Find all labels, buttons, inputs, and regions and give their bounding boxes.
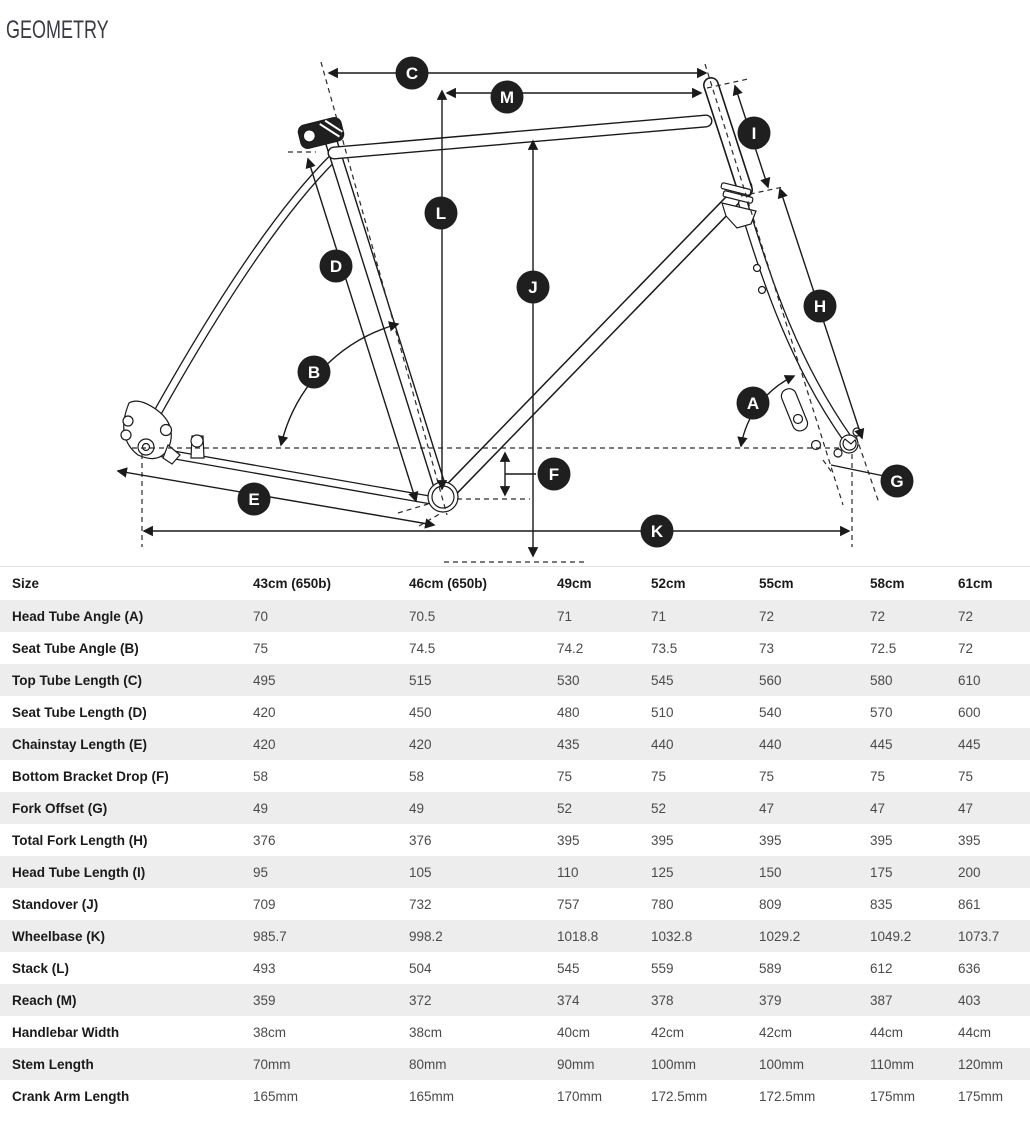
table-cell: 395 bbox=[958, 832, 981, 848]
table-cell: 395 bbox=[651, 832, 674, 848]
column-header: 46cm (650b) bbox=[409, 567, 557, 601]
table-cell: 998.2 bbox=[409, 928, 443, 944]
table-cell: 44cm bbox=[958, 1024, 992, 1040]
table-cell: 495 bbox=[253, 672, 276, 688]
table-cell: 580 bbox=[870, 672, 893, 688]
svg-text:M: M bbox=[499, 88, 515, 107]
row-label: Chainstay Length (E) bbox=[12, 736, 148, 752]
diagram-label-c bbox=[396, 57, 429, 90]
table-cell: 75 bbox=[651, 768, 667, 784]
dim-seat-angle-B bbox=[281, 324, 398, 445]
table-cell: 387 bbox=[870, 992, 893, 1008]
table-row bbox=[0, 600, 1030, 632]
headset-and-crown bbox=[721, 182, 756, 228]
table-cell: 515 bbox=[409, 672, 432, 688]
table-cell: 42cm bbox=[651, 1024, 685, 1040]
chainstay-eyelet bbox=[191, 435, 204, 458]
column-header: 58cm bbox=[870, 567, 958, 601]
table-cell: 376 bbox=[409, 832, 432, 848]
table-cell: 70.5 bbox=[409, 608, 436, 624]
table-cell: 420 bbox=[409, 736, 432, 752]
svg-text:H: H bbox=[813, 297, 827, 316]
row-label: Head Tube Length (I) bbox=[12, 864, 146, 880]
table-header bbox=[0, 567, 1030, 601]
column-header: 61cm bbox=[958, 567, 1030, 601]
table-cell: 75 bbox=[958, 768, 974, 784]
table-row bbox=[0, 632, 1030, 664]
row-label: Total Fork Length (H) bbox=[12, 832, 148, 848]
row-label: Stack (L) bbox=[12, 960, 70, 976]
column-header: 52cm bbox=[651, 567, 759, 601]
row-label: Bottom Bracket Drop (F) bbox=[12, 768, 169, 784]
rack-eyelet bbox=[123, 416, 133, 426]
diagram-label-a bbox=[737, 387, 770, 420]
row-label: Crank Arm Length bbox=[12, 1088, 130, 1104]
table-cell: 72.5 bbox=[870, 640, 897, 656]
table-cell: 450 bbox=[409, 704, 432, 720]
table-cell: 395 bbox=[870, 832, 893, 848]
table-row bbox=[0, 792, 1030, 824]
table-cell: 1029.2 bbox=[759, 928, 801, 944]
table-cell: 610 bbox=[958, 672, 981, 688]
table-cell: 530 bbox=[557, 672, 580, 688]
table-cell: 359 bbox=[253, 992, 276, 1008]
table-cell: 38cm bbox=[253, 1024, 287, 1040]
row-label: Wheelbase (K) bbox=[12, 928, 106, 944]
table-cell: 480 bbox=[557, 704, 580, 720]
table-cell: 493 bbox=[253, 960, 276, 976]
table-cell: 44cm bbox=[870, 1024, 904, 1040]
table-cell: 172.5mm bbox=[651, 1088, 708, 1104]
table-cell: 49 bbox=[409, 800, 425, 816]
table-row bbox=[0, 728, 1030, 760]
geometry-table bbox=[0, 566, 1030, 1112]
diagram-label-f bbox=[538, 458, 571, 491]
table-cell: 172.5mm bbox=[759, 1088, 816, 1104]
table-cell: 58 bbox=[409, 768, 425, 784]
table-cell: 435 bbox=[557, 736, 580, 752]
table-cell: 395 bbox=[557, 832, 580, 848]
table-cell: 75 bbox=[870, 768, 886, 784]
table-cell: 125 bbox=[651, 864, 674, 880]
svg-text:L: L bbox=[435, 204, 447, 223]
svg-text:B: B bbox=[307, 363, 321, 382]
table-cell: 80mm bbox=[409, 1056, 447, 1072]
table-cell: 170mm bbox=[557, 1088, 603, 1104]
table-cell: 200 bbox=[958, 864, 981, 880]
diagram-label-i bbox=[738, 117, 771, 150]
dimension-lines bbox=[118, 73, 889, 556]
table-row bbox=[0, 952, 1030, 984]
table-cell: 378 bbox=[651, 992, 674, 1008]
table-cell: 73.5 bbox=[651, 640, 678, 656]
table-cell: 100mm bbox=[759, 1056, 805, 1072]
table-cell: 110 bbox=[557, 864, 579, 880]
table-cell: 40cm bbox=[557, 1024, 591, 1040]
table-cell: 175mm bbox=[958, 1088, 1004, 1104]
svg-text:J: J bbox=[528, 278, 538, 297]
table-cell: 75 bbox=[759, 768, 775, 784]
table-cell: 376 bbox=[253, 832, 276, 848]
table-cell: 403 bbox=[958, 992, 981, 1008]
table-cell: 105 bbox=[409, 864, 432, 880]
row-label: Handlebar Width bbox=[12, 1024, 120, 1040]
table-cell: 545 bbox=[651, 672, 674, 688]
dim-chainstay-E bbox=[118, 471, 434, 525]
table-cell: 445 bbox=[870, 736, 893, 752]
row-label: Stem Length bbox=[12, 1056, 94, 1072]
table-cell: 589 bbox=[759, 960, 782, 976]
column-header: 43cm (650b) bbox=[253, 567, 409, 601]
rack-eyelet bbox=[121, 430, 131, 440]
table-cell: 100mm bbox=[651, 1056, 697, 1072]
table-cell: 374 bbox=[557, 992, 580, 1008]
table-row bbox=[0, 888, 1030, 920]
geometry-table-container bbox=[0, 566, 1030, 1112]
table-cell: 445 bbox=[958, 736, 981, 752]
table-cell: 560 bbox=[759, 672, 782, 688]
table-cell: 52 bbox=[557, 800, 573, 816]
table-cell: 372 bbox=[409, 992, 432, 1008]
table-cell: 545 bbox=[557, 960, 580, 976]
table-cell: 72 bbox=[958, 608, 974, 624]
table-row bbox=[0, 920, 1030, 952]
table-cell: 835 bbox=[870, 896, 893, 912]
diagram-label-l bbox=[425, 197, 458, 230]
row-label: Top Tube Length (C) bbox=[12, 672, 142, 688]
geometry-diagram-container bbox=[0, 0, 1030, 565]
table-cell: 47 bbox=[759, 800, 775, 816]
table-cell: 379 bbox=[759, 992, 782, 1008]
table-row bbox=[0, 696, 1030, 728]
diagram-label-d bbox=[320, 250, 353, 283]
table-cell: 861 bbox=[958, 896, 981, 912]
dim-fork-offset-G bbox=[831, 465, 889, 477]
diagram-label-m bbox=[491, 81, 524, 114]
table-cell: 175 bbox=[870, 864, 893, 880]
diagram-label-k bbox=[641, 515, 674, 548]
row-label: Head Tube Angle (A) bbox=[12, 608, 144, 624]
table-cell: 95 bbox=[253, 864, 269, 880]
row-label: Seat Tube Length (D) bbox=[12, 704, 147, 720]
table-row bbox=[0, 664, 1030, 696]
bike-geometry-diagram bbox=[0, 0, 1030, 565]
diagram-label-j bbox=[517, 271, 550, 304]
svg-text:I: I bbox=[751, 124, 757, 143]
table-cell: 732 bbox=[409, 896, 432, 912]
column-header: 49cm bbox=[557, 567, 651, 601]
diagram-label-b bbox=[298, 356, 331, 389]
table-cell: 440 bbox=[759, 736, 782, 752]
table-cell: 600 bbox=[958, 704, 981, 720]
svg-text:E: E bbox=[248, 490, 260, 509]
table-cell: 1073.7 bbox=[958, 928, 1000, 944]
fork-mount-eyelet bbox=[754, 265, 761, 272]
table-cell: 72 bbox=[958, 640, 974, 656]
table-cell: 420 bbox=[253, 704, 276, 720]
table-cell: 150 bbox=[759, 864, 782, 880]
table-cell: 70mm bbox=[253, 1056, 291, 1072]
table-cell: 90mm bbox=[557, 1056, 595, 1072]
table-cell: 72 bbox=[870, 608, 886, 624]
table-row bbox=[0, 1016, 1030, 1048]
table-cell: 71 bbox=[557, 608, 573, 624]
table-cell: 1018.8 bbox=[557, 928, 599, 944]
table-row bbox=[0, 856, 1030, 888]
table-cell: 1032.8 bbox=[651, 928, 693, 944]
table-cell: 709 bbox=[253, 896, 276, 912]
table-cell: 52 bbox=[651, 800, 667, 816]
svg-text:C: C bbox=[405, 64, 419, 83]
table-cell: 70 bbox=[253, 608, 269, 624]
table-cell: 504 bbox=[409, 960, 432, 976]
table-cell: 420 bbox=[253, 736, 276, 752]
table-cell: 74.5 bbox=[409, 640, 436, 656]
table-cell: 75 bbox=[253, 640, 269, 656]
table-cell: 72 bbox=[759, 608, 775, 624]
table-cell: 38cm bbox=[409, 1024, 443, 1040]
table-cell: 570 bbox=[870, 704, 893, 720]
table-cell: 110mm bbox=[870, 1056, 915, 1072]
row-label: Standover (J) bbox=[12, 896, 99, 912]
table-row bbox=[0, 1080, 1030, 1112]
table-cell: 71 bbox=[651, 608, 667, 624]
diagram-label-e bbox=[238, 483, 271, 516]
table-cell: 120mm bbox=[958, 1056, 1004, 1072]
table-cell: 757 bbox=[557, 896, 580, 912]
row-label: Seat Tube Angle (B) bbox=[12, 640, 139, 656]
table-cell: 74.2 bbox=[557, 640, 584, 656]
size-column-header: Size bbox=[0, 567, 253, 601]
table-cell: 58 bbox=[253, 768, 269, 784]
table-cell: 47 bbox=[958, 800, 974, 816]
table-cell: 73 bbox=[759, 640, 775, 656]
svg-text:G: G bbox=[890, 472, 904, 491]
svg-text:D: D bbox=[329, 257, 343, 276]
table-cell: 165mm bbox=[409, 1088, 455, 1104]
table-cell: 175mm bbox=[870, 1088, 916, 1104]
table-cell: 809 bbox=[759, 896, 782, 912]
row-label: Fork Offset (G) bbox=[12, 800, 108, 816]
table-cell: 780 bbox=[651, 896, 674, 912]
table-cell: 540 bbox=[759, 704, 782, 720]
table-cell: 440 bbox=[651, 736, 674, 752]
table-cell: 510 bbox=[651, 704, 674, 720]
diagram-label-h bbox=[804, 290, 837, 323]
table-cell: 559 bbox=[651, 960, 674, 976]
page-title: GEOMETRY bbox=[6, 16, 109, 44]
table-cell: 75 bbox=[557, 768, 573, 784]
svg-text:A: A bbox=[746, 394, 760, 413]
table-cell: 395 bbox=[759, 832, 782, 848]
table-row bbox=[0, 760, 1030, 792]
table-cell: 42cm bbox=[759, 1024, 793, 1040]
table-row bbox=[0, 984, 1030, 1016]
svg-text:K: K bbox=[650, 522, 664, 541]
table-cell: 165mm bbox=[253, 1088, 299, 1104]
column-header: 55cm bbox=[759, 567, 870, 601]
diagram-label-g bbox=[881, 465, 914, 498]
svg-text:F: F bbox=[548, 465, 560, 484]
table-row bbox=[0, 1048, 1030, 1080]
row-label: Reach (M) bbox=[12, 992, 77, 1008]
fork-mount-eyelet bbox=[759, 287, 766, 294]
table-cell: 985.7 bbox=[253, 928, 287, 944]
front-brake-caliper bbox=[779, 387, 820, 450]
table-row bbox=[0, 824, 1030, 856]
table-cell: 49 bbox=[253, 800, 269, 816]
table-cell: 636 bbox=[958, 960, 981, 976]
table-cell: 612 bbox=[870, 960, 893, 976]
table-cell: 1049.2 bbox=[870, 928, 912, 944]
table-cell: 47 bbox=[870, 800, 886, 816]
